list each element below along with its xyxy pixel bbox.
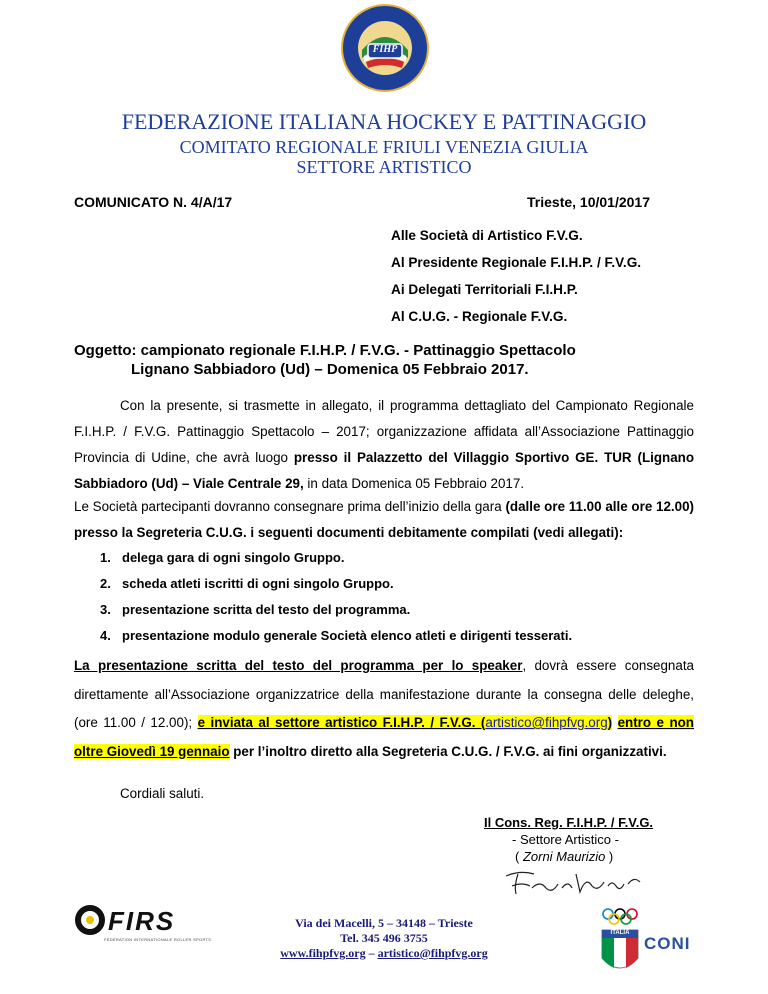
signature-sector: - Settore Artistico -	[512, 832, 619, 847]
list-number: 4.	[100, 628, 111, 643]
send-instruction: e inviata al settore artistico F.I.H.P. / F.V.G. (	[197, 715, 486, 730]
list-item	[100, 550, 344, 565]
website-link[interactable]: www.fihpfvg.org	[280, 946, 366, 960]
delivery-text: Le Società partecipanti dovranno consegnare prima dell’inizio della gara	[74, 499, 506, 514]
artistico-email-link[interactable]: artistico@fihpfvg.org	[485, 715, 608, 730]
fihp-logo-center: FIHP	[372, 44, 398, 55]
recipient-item: Al Presidente Regionale F.I.H.P. / F.V.G.	[391, 255, 642, 270]
fihp-logo	[328, 4, 442, 94]
list-item	[100, 628, 572, 643]
paragraph-speaker	[74, 652, 694, 766]
recipient-item: Ai Delegati Territoriali F.I.H.P.	[391, 282, 578, 297]
subject-line: Oggetto: campionato regionale F.I.H.P. / F.V.G. - Pattinaggio Spettacolo	[74, 342, 576, 359]
coni-logo	[598, 906, 698, 982]
coni-shield-text: ITALIA	[610, 930, 630, 936]
list-text: scheda atleti iscritti di ogni singolo Gruppo.	[122, 576, 394, 591]
delivery-time-text: (dalle ore 11.00 alle ore 12.00) presso la Segreteria C.U.G. i seguenti documenti debitamente compilati (vedi allegati):	[74, 499, 695, 540]
list-item	[100, 576, 394, 591]
coni-name: CONI	[644, 934, 691, 953]
footer-tel: Tel. 345 496 3755	[340, 931, 428, 945]
intro-text: Con la presente, si trasmette in allegato, il programma dettagliato del Campionato Regionale F.I.H.P. / F.V.G. Pattinaggio Spettacolo – 2017; organizzazione affidata all’Associazione Pattinaggio Provincia di Udine, che avrà luogo	[74, 398, 694, 465]
handwritten-signature	[500, 866, 650, 903]
firs-tagline: FÉDÉRATION INTERNATIONALE ROLLER SPORTS	[104, 937, 212, 942]
list-number: 3.	[100, 602, 111, 617]
recipient-item: Al C.U.G. - Regionale F.V.G.	[391, 309, 568, 324]
list-text: presentazione scritta del testo del programma.	[122, 602, 411, 617]
venue-text: presso il Palazzetto del Villaggio Sportivo GE. TUR (Lignano Sabbiadoro (Ud) – Viale Centrale 29,	[74, 450, 695, 491]
firs-name: FIRS	[108, 906, 176, 936]
footer-email-link[interactable]: artistico@fihpfvg.org	[377, 946, 488, 960]
list-text: delega gara di ogni singolo Gruppo.	[122, 550, 345, 565]
footer-sep: –	[365, 946, 378, 960]
greeting: Cordiali saluti.	[120, 786, 205, 801]
paragraph-intro	[74, 393, 694, 497]
place-date: Trieste, 10/01/2017	[527, 194, 650, 210]
paren-open: (	[515, 849, 523, 864]
deadline-purpose: per l’inoltro diretto alla Segreteria C.U.G. / F.V.G. ai fini organizzativi.	[229, 743, 667, 759]
speaker-heading: La presentazione scritta del testo del programma per lo speaker	[74, 658, 523, 673]
recipient-item: Alle Società di Artistico F.V.G.	[391, 228, 583, 243]
deadline-text: entro e non oltre Giovedì 19 gennaio	[74, 715, 694, 759]
list-text: presentazione modulo generale Società elenco atleti e dirigenti tesserati.	[122, 628, 573, 643]
header-subtitle-region: COMITATO REGIONALE FRIULI VENEZIA GIULIA	[179, 137, 589, 157]
signatory-name: Zorni Maurizio	[522, 849, 606, 864]
signature-name	[515, 849, 613, 864]
list-item	[100, 602, 410, 617]
paren-close: )	[605, 849, 614, 864]
subject-line-2: Lignano Sabbiadoro (Ud) – Domenica 05 Febbraio 2017.	[131, 361, 529, 378]
comunicato-number: COMUNICATO N. 4/A/17	[74, 194, 233, 210]
paragraph-delivery	[74, 494, 694, 546]
intro-date: in data Domenica 05 Febbraio 2017.	[303, 476, 525, 491]
list-number: 2.	[100, 576, 111, 591]
signature-title: Il Cons. Reg. F.I.H.P. / F.V.G.	[484, 815, 654, 830]
header-title: FEDERAZIONE ITALIANA HOCKEY E PATTINAGGIO	[121, 109, 647, 134]
footer-address: Via dei Macelli, 5 – 34148 – Trieste	[295, 916, 473, 930]
list-number: 1.	[100, 550, 111, 565]
send-close: )	[607, 715, 613, 730]
header-subtitle-sector: SETTORE ARTISTICO	[296, 157, 472, 177]
speaker-text: , dovrà essere consegnata direttamente all’Associazione organizzatrice della manifestazione durante la consegna delle deleghe, (ore 11.00 / 12.00);	[74, 658, 694, 730]
